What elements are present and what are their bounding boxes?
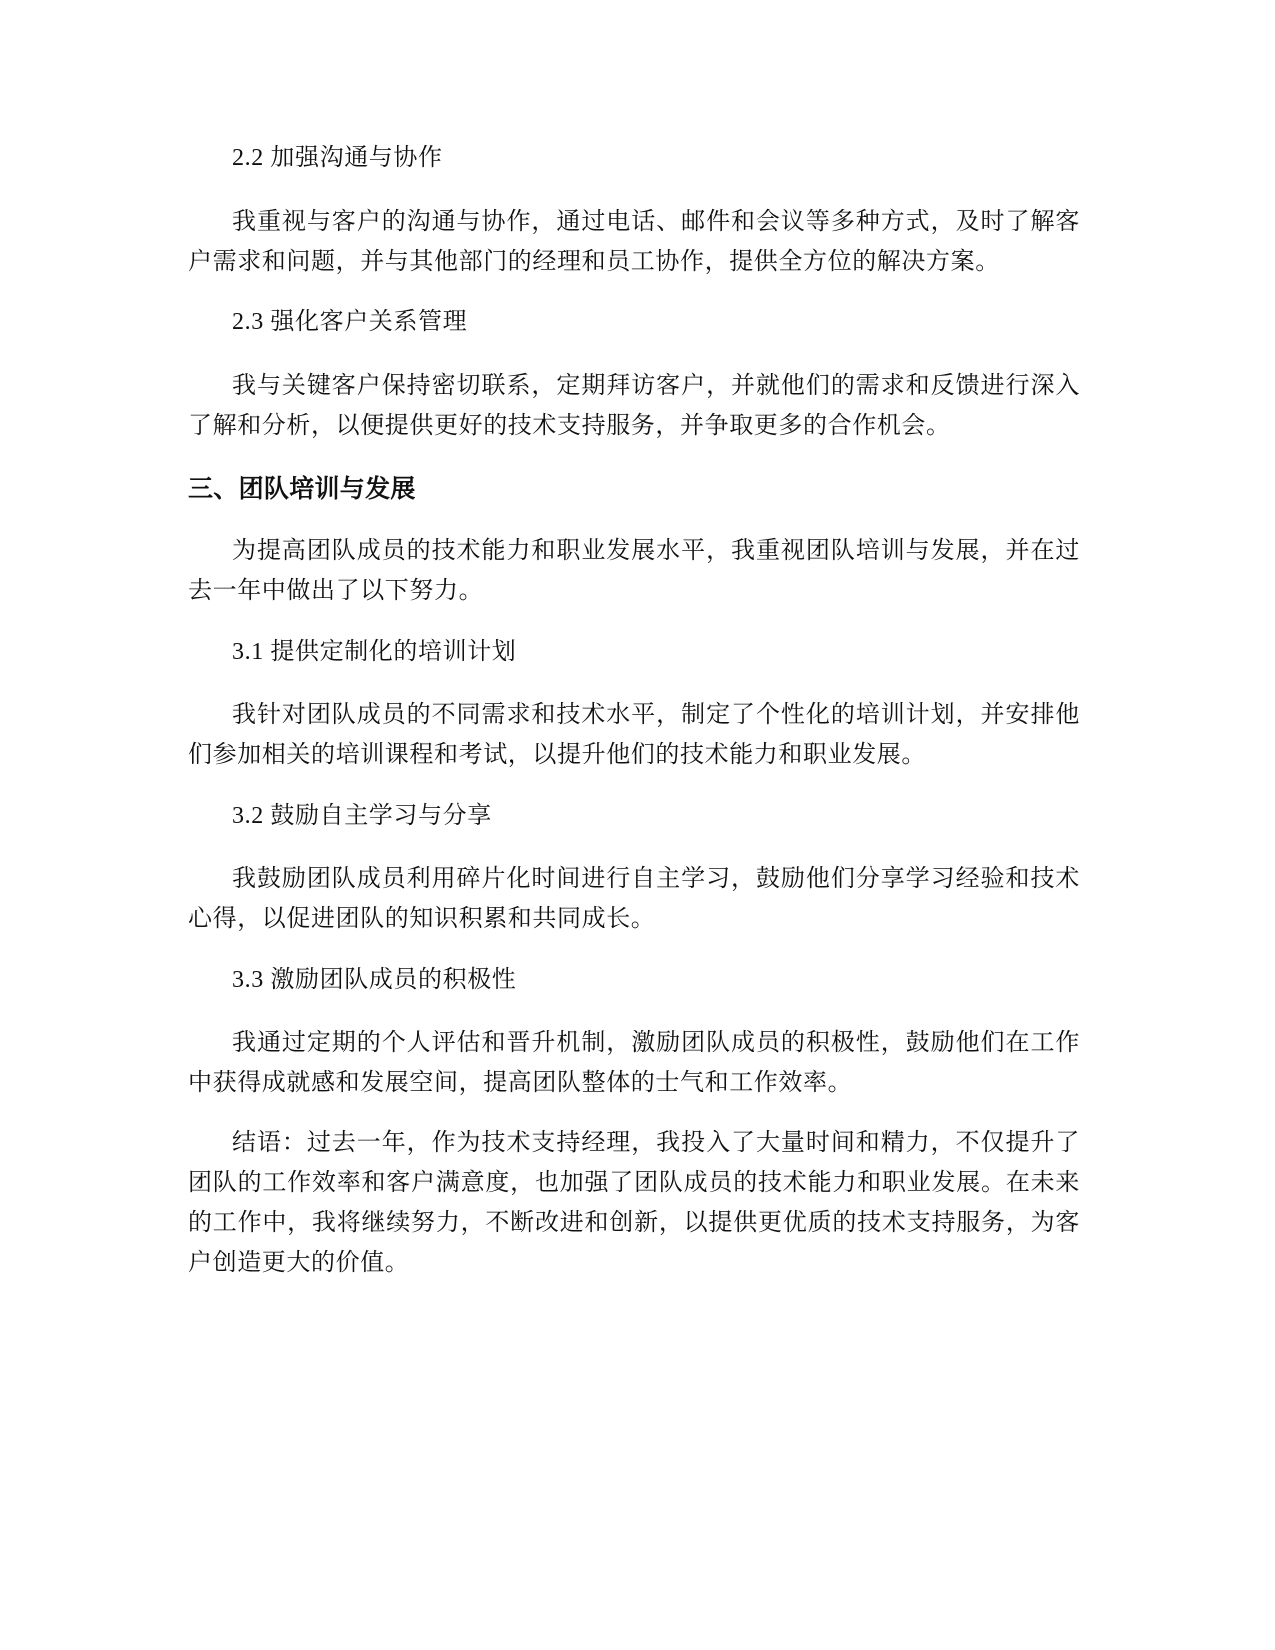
section-3-2-title: 3.2 鼓励自主学习与分享 [232,803,492,829]
section-3-3-body: 我通过定期的个人评估和晋升机制，激励团队成员的积极性，鼓励他们在工作中获得成就感和发展空间，提高团队整体的士气和工作效率。 [188,1030,1080,1096]
section-2-3-title: 2.3 强化客户关系管理 [232,309,468,335]
section-3-2-body: 我鼓励团队成员利用碎片化时间进行自主学习，鼓励他们分享学习经验和技术心得，以促进团队的知识积累和共同成长。 [188,866,1080,932]
section-3-intro: 为提高团队成员的技术能力和职业发展水平，我重视团队培训与发展，并在过去一年中做出了以下努力。 [188,538,1080,604]
section-3-1-body: 我针对团队成员的不同需求和技术水平，制定了个性化的培训计划，并安排他们参加相关的培训课程和考试，以提升他们的技术能力和职业发展。 [188,702,1080,768]
section-2-2-body: 我重视与客户的沟通与协作，通过电话、邮件和会议等多种方式，及时了解客户需求和问题，并与其他部门的经理和员工协作，提供全方位的解决方案。 [188,209,1080,275]
conclusion-paragraph: 结语：过去一年，作为技术支持经理，我投入了大量时间和精力，不仅提升了团队的工作效率和客户满意度，也加强了团队成员的技术能力和职业发展。在未来的工作中，我将继续努力，不断改进和创新，以提供更优质的技术支持服务，为客户创造更大的价值。 [188,1130,1080,1276]
section-3-heading: 三、团队培训与发展 [188,474,416,503]
section-3-3-title: 3.3 激励团队成员的积极性 [232,967,517,993]
section-3-1-title: 3.1 提供定制化的培训计划 [232,639,517,665]
section-2-2-title: 2.2 加强沟通与协作 [232,145,443,171]
section-2-3-body: 我与关键客户保持密切联系，定期拜访客户，并就他们的需求和反馈进行深入了解和分析，以便提供更好的技术支持服务，并争取更多的合作机会。 [188,373,1080,439]
